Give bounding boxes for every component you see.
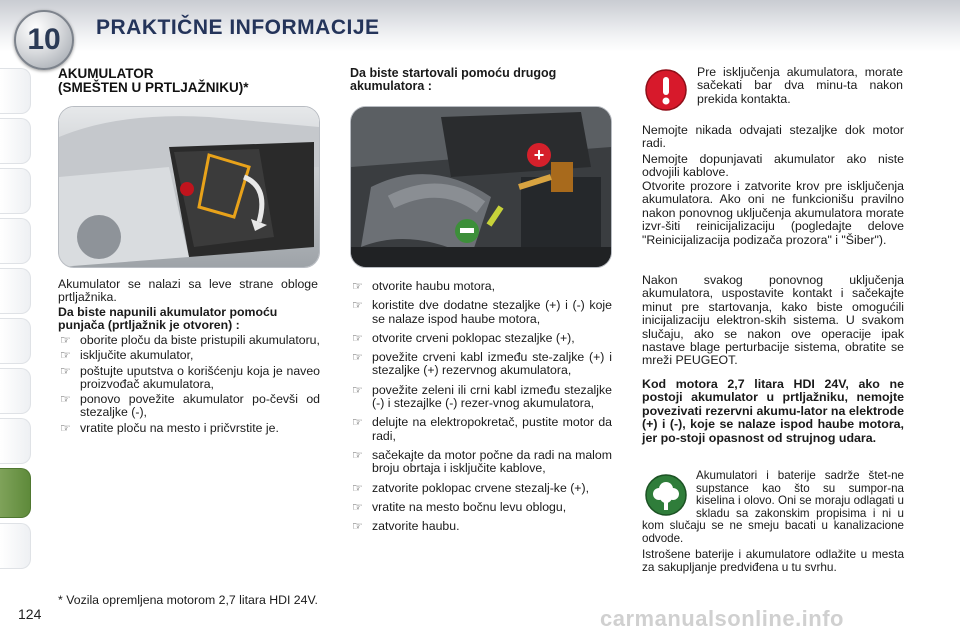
eco-text-2: Istrošene baterije i akumulatore odlažite u mesta za sakupljanje predviđena u tu svrhu. (642, 547, 904, 574)
step-text: zatvorite poklopac crvene stezalj-ke (+), (372, 480, 589, 495)
list-item (350, 332, 612, 345)
info-paragraph: Nemojte nikada odvajati stezaljke dok motor radi. (642, 123, 904, 151)
list-item (58, 349, 320, 362)
side-tabs (0, 68, 34, 588)
side-tab[interactable] (0, 418, 31, 464)
list-item (58, 334, 320, 347)
hand-pointer-icon: ☞ (60, 348, 71, 363)
step-text: vratite na mesto bočnu levu oblogu, (372, 499, 567, 514)
list-item (58, 393, 320, 420)
info-paragraph: Otvorite prozore i zatvorite krov pre isključenja akumulatora. Ako oni ne funkcionišu pravilno nakon ponovnog uključenja akumulatora morate izvr-šiti reinicijalizaciju (pogledajte delove "Reinicijalizacija podizača prozora" i "Šiber"). (642, 179, 904, 247)
section-title-battery (58, 67, 249, 95)
hand-pointer-icon: ☞ (352, 298, 363, 313)
page-number: 124 (18, 606, 42, 622)
list-item (350, 416, 612, 443)
charger-steps (58, 334, 320, 437)
side-tab-active[interactable] (0, 468, 31, 518)
step-text: oborite ploču da biste pristupili akumulatoru, (80, 333, 320, 347)
step-text: koristite dve dodatne stezaljke (+) i (-) koje se nalaze ispod haube motora, (372, 298, 612, 326)
hand-pointer-icon: ☞ (352, 447, 363, 462)
side-tab[interactable] (0, 368, 31, 414)
hand-pointer-icon: ☞ (60, 392, 71, 407)
side-tab[interactable] (0, 318, 31, 364)
hand-pointer-icon: ☞ (60, 363, 71, 378)
trunk-photo (58, 106, 320, 268)
side-tab[interactable] (0, 68, 31, 114)
hand-pointer-icon: ☞ (352, 519, 363, 534)
step-text: delujte na elektropokretač, pustite motor da radi, (372, 415, 612, 443)
battery-location-text: Akumulator se nalazi sa leve strane obloge prtljažnika. (58, 277, 318, 305)
hand-pointer-icon: ☞ (60, 420, 71, 435)
step-text: poštujte uputstva o korišćenju koja je naveo proizvođač akumulatora, (80, 363, 320, 391)
exclamation-icon (644, 68, 688, 112)
hand-pointer-icon: ☞ (352, 382, 363, 397)
jump-start-steps (350, 280, 612, 535)
hand-pointer-icon: ☞ (352, 415, 363, 430)
hand-pointer-icon: ☞ (60, 333, 71, 347)
chapter-badge: 10 (14, 10, 74, 70)
list-item (58, 365, 320, 392)
section-title-line: (SMEŠTEN U PRTLJAŽNIKU)* (58, 80, 249, 95)
warning-text: Pre isključenja akumulatora, morate sačekati bar dva minu-ta nakon prekida kontakta. (697, 65, 903, 106)
info-paragraph: Nakon svakog ponovnog uključenja akumulatora, uspostavite kontakt i sačekajte minut pre startovanja, kako biste omogućili inicijalizaciju elektron-skih sistema. U svakom slučaju, ako se nakon ove operacije ipak nastave blage perturbacije sistema, obratite se mreži PEUGEOT. (642, 273, 904, 368)
step-text: isključite akumulator, (80, 348, 194, 363)
eco-text-spacer (642, 470, 696, 520)
list-item (350, 482, 612, 495)
eco-text (642, 470, 904, 546)
hdi-warning: Kod motora 2,7 litara HDI 24V, ako ne postoji akumulator u prtljažniku, nemojte povezivati rezervni akumu-lator na elektrode (+) i (-), koje se nalaze ispod haube motora, jer po-stoji opasnost od strujnog udara. (642, 377, 904, 445)
hand-pointer-icon: ☞ (352, 350, 363, 365)
side-tab[interactable] (0, 168, 31, 214)
list-item (350, 299, 612, 326)
list-item (350, 501, 612, 514)
step-text: sačekajte da motor počne da radi na malom broju obrtaja i isključite kablove, (372, 447, 612, 476)
step-text: vratite ploču na mesto i pričvrstite je. (80, 420, 279, 435)
step-text: zatvorite haubu. (372, 519, 460, 534)
list-item (350, 280, 612, 293)
info-paragraph: Nemojte dopunjavati akumulator ako niste odvojili kablove. (642, 152, 904, 180)
charger-subheading: Da biste napunili akumulator pomoću punjača (prtljažnik je otvoren) : (58, 305, 278, 333)
engine-photo (350, 106, 612, 268)
list-item (350, 520, 612, 533)
step-text: povežite zeleni ili crni kabl između stezaljke (-) i stezajlke (-) rezer-vnog akumulatora, (372, 382, 612, 411)
eco-text-body: Akumulatori i baterije sadrže štet-ne supstance kao što su sumpor-na kiselina i olovo. Oni se moraju odlagati u skladu sa zakonskim propisima i ni u kom slučaju se ne smeju bacati u kanalizacione odvode. (642, 469, 904, 545)
step-text: otvorite crveni poklopac stezaljke (+), (372, 330, 575, 345)
hand-pointer-icon: ☞ (352, 480, 363, 495)
step-text: ponovo povežite akumulator po-čevši od stezaljke (-), (80, 392, 320, 420)
side-tab[interactable] (0, 523, 31, 569)
hand-pointer-icon: ☞ (352, 330, 363, 345)
side-tab[interactable] (0, 118, 31, 164)
page-title: PRAKTIČNE INFORMACIJE (96, 16, 380, 39)
hand-pointer-icon: ☞ (352, 279, 363, 293)
list-item (350, 384, 612, 411)
section-title-line: AKUMULATOR (58, 66, 154, 81)
trunk-illustration (59, 107, 319, 267)
list-item (350, 351, 612, 378)
list-item (58, 422, 320, 435)
svg-text:+: + (533, 145, 545, 165)
jump-start-heading: Da biste startovali pomoću drugog akumulatora : (350, 66, 557, 94)
engine-illustration (351, 107, 611, 267)
list-item (350, 449, 612, 476)
side-tab[interactable] (0, 218, 31, 264)
step-text: povežite crveni kabl između ste-zaljke (+) i stezaljke (+) rezervnog akumulatora, (372, 350, 612, 378)
side-tab[interactable] (0, 268, 31, 314)
footnote: * Vozila opremljena motorom 2,7 litara HDI 24V. (58, 593, 318, 607)
step-text: otvorite haubu motora, (372, 279, 496, 293)
hand-pointer-icon: ☞ (352, 499, 363, 514)
watermark: carmanualsonline.info (600, 606, 844, 631)
